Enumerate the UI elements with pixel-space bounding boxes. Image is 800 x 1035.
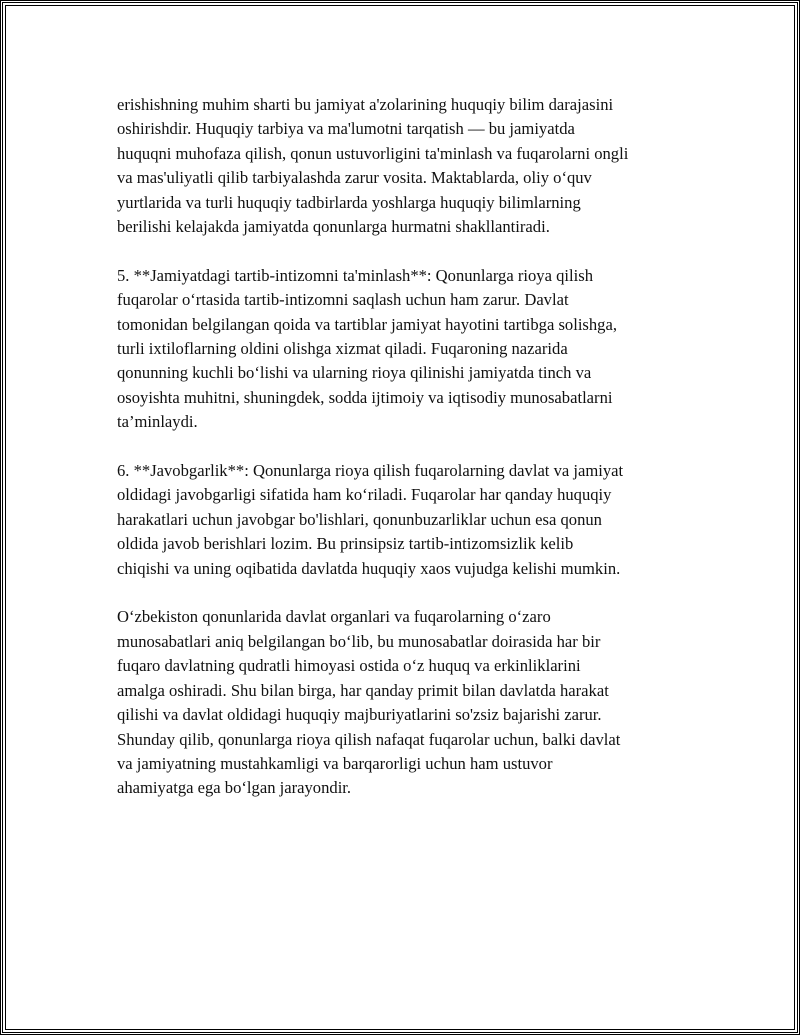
text-line: oldida javob berishlari lozim. Bu prinsipsiz tartib-intizomsizlik kelib xyxy=(117,534,574,554)
text-line: fuqaro davlatning qudratli himoyasi ostida o‘z huquq va erkinliklarini xyxy=(117,656,581,676)
text-line: huquqni muhofaza qilish, qonun ustuvorligini ta'minlash va fuqarolarni ongli xyxy=(117,143,629,163)
paragraph-conclusion xyxy=(117,605,697,800)
text-line: oshirishdir. Huquqiy tarbiya va ma'lumotni tarqatish — bu jamiyatda xyxy=(117,119,575,139)
text-line: ahamiyatga ega bo‘lgan jarayondir. xyxy=(117,778,352,798)
text-line: munosabatlari aniq belgilangan bo‘lib, bu munosabatlar doirasida har bir xyxy=(117,631,601,651)
text-line: Shunday qilib, qonunlarga rioya qilish nafaqat fuqarolar uchun, balki davlat xyxy=(117,729,621,749)
text-line: amalga oshiradi. Shu bilan birga, har qanday primit bilan davlatda harakat xyxy=(117,680,609,700)
paragraph-legal-education xyxy=(117,93,697,239)
text-line: qonunning kuchli bo‘lishi va ularning rioya qilinishi jamiyatda tinch va xyxy=(117,363,592,383)
document-body xyxy=(117,93,697,825)
text-line: chiqishi va uning oqibatida davlatda huquqiy xaos vujudga kelishi mumkin. xyxy=(117,558,621,578)
text-line: O‘zbekiston qonunlarida davlat organlari va fuqarolarning o‘zaro xyxy=(117,607,551,627)
paragraph-point-6-responsibility xyxy=(117,459,697,581)
text-line: osoyishta muhitni, shuningdek, sodda ijtimoiy va iqtisodiy munosabatlarni xyxy=(117,387,613,407)
text-line: ta’minlaydi. xyxy=(117,412,198,432)
text-line: va mas'uliyatli qilib tarbiyalashda zarur vosita. Maktablarda, oliy o‘quv xyxy=(117,168,592,188)
text-line: turli ixtiloflarning oldini olishga xizmat qiladi. Fuqaroning nazarida xyxy=(117,339,568,359)
text-line: berilishi kelajakda jamiyatda qonunlarga hurmatni shakllantiradi. xyxy=(117,217,550,237)
paragraph-point-5-order xyxy=(117,264,697,435)
text-line: 6. **Javobgarlik**: Qonunlarga rioya qilish fuqarolarning davlat va jamiyat xyxy=(117,461,624,481)
text-line: qilishi va davlat oldidagi huquqiy majburiyatlarini so'zsiz bajarishi zarur. xyxy=(117,705,602,725)
text-line: erishishning muhim sharti bu jamiyat a'zolarining huquqiy bilim darajasini xyxy=(117,95,614,114)
text-line: fuqarolar o‘rtasida tartib-intizomni saqlash uchun ham zarur. Davlat xyxy=(117,290,569,310)
text-line: harakatlari uchun javobgar bo'lishlari, qonunbuzarliklar uchun esa qonun xyxy=(117,509,602,529)
text-line: 5. **Jamiyatdagi tartib-intizomni ta'minlash**: Qonunlarga rioya qilish xyxy=(117,265,593,285)
text-line: va jamiyatning mustahkamligi va barqarorligi uchun ham ustuvor xyxy=(117,753,553,773)
text-line: tomonidan belgilangan qoida va tartiblar jamiyat hayotini tartibga solishga, xyxy=(117,314,617,334)
text-line: oldidagi javobgarligi sifatida ham ko‘riladi. Fuqarolar har qanday huquqiy xyxy=(117,485,612,505)
text-line: yurtlarida va turli huquqiy tadbirlarda yoshlarga huquqiy bilimlarning xyxy=(117,192,581,212)
